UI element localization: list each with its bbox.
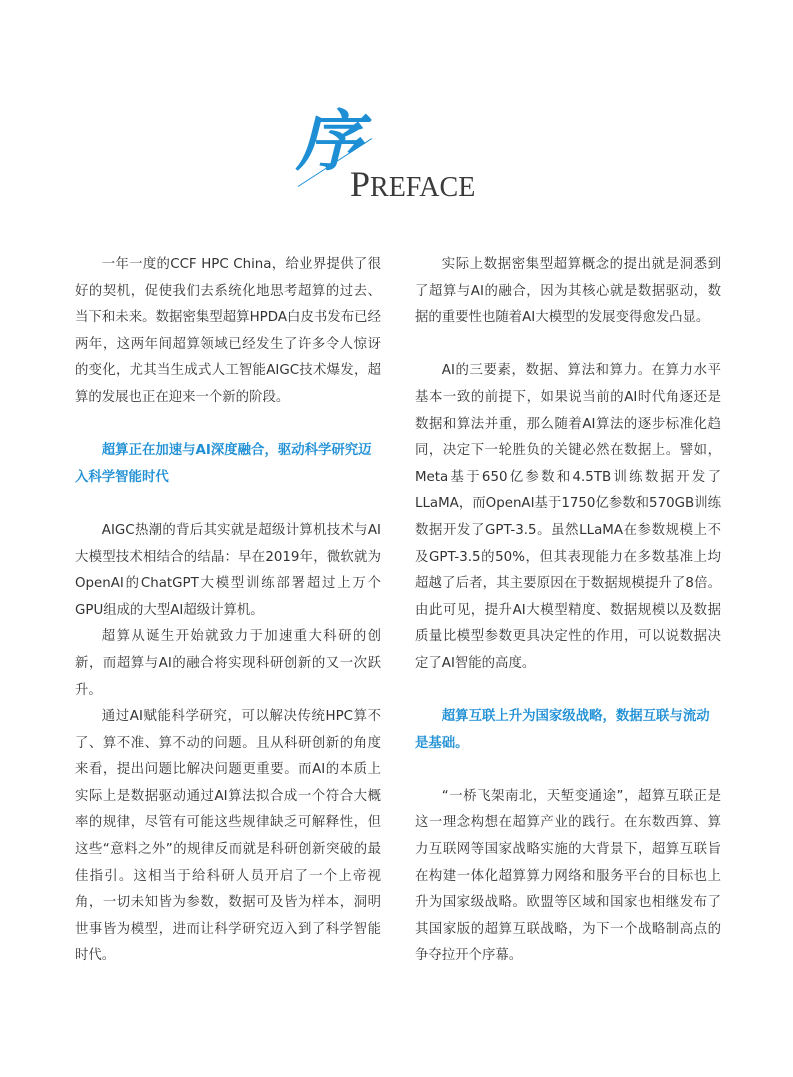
spacer xyxy=(415,757,721,784)
title-english-rest: REFACE xyxy=(370,172,476,203)
paragraph: “一桥飞架南北，天堑变通途”，超算互联正是这一理念构想在超算产业的践行。在东数西算、算力互联网等国家战略实施的大背景下，超算互联旨在构建一体化超算算力网络和服务平台的目标也上升为国家级战略。欧盟等区域和国家也相继发布了其国家版的超算互联战略，为下一个战略制高点的争夺拉开个序幕。 xyxy=(415,788,721,964)
section-heading: 超算正在加速与AI深度融合，驱动科学研究迈入科学智能时代 xyxy=(75,443,372,485)
preface-title xyxy=(290,102,520,208)
title-english-initial: P xyxy=(350,164,371,204)
paragraph: 通过AI赋能科学研究，可以解决传统HPC算不了、算不准、算不动的问题。且从科研创新的角度来看，提出问题比解决问题更重要。而AI的本质上实际上是数据驱动通过AI算法拟合成一个符合大概率的规律，尽管有可能这些规律缺乏可解释性，但这些“意料之外”的规律反而就是科研创新突破的最佳指引。这相当于给科研人员开启了一个上帝视角，一切未知皆为参数，数据可及皆为样本，洞明世事皆为模型，进而让科学研究迈入到了科学智能时代。 xyxy=(75,709,381,964)
paragraph: AIGC热潮的背后其实就是超级计算机技术与AI大模型技术相结合的结晶：早在2019年，微软就为OpenAI的ChatGPT大模型训练部署超过上万个GPU组成的大型AI超级计算机。 xyxy=(75,522,381,618)
title-english xyxy=(350,166,475,202)
section-heading: 超算互联上升为国家级战略，数据互联与流动是基础。 xyxy=(415,709,710,751)
spacer xyxy=(75,491,381,518)
paragraph: 实际上数据密集型超算概念的提出就是洞悉到了超算与AI的融合，因为其核心就是数据驱动，数据的重要性也随着AI大模型的发展变得愈发凸显。 xyxy=(415,257,721,326)
paragraph: 超算从诞生开始就致力于加速重大科研的创新，而超算与AI的融合将实现科研创新的又一次跃升。 xyxy=(75,629,381,698)
spacer xyxy=(415,678,721,705)
spacer xyxy=(75,412,381,439)
left-column xyxy=(75,252,381,970)
spacer xyxy=(415,332,721,359)
paragraph: 一年一度的CCF HPC China，给业界提供了很好的契机，促使我们去系统化地思考超算的过去、当下和未来。数据密集型超算HPDA白皮书发布已经两年，这两年间超算领域已经发生了许多令人惊讶的变化，尤其当生成式人工智能AIGC技术爆发，超算的发展也正在迎来一个新的阶段。 xyxy=(75,257,381,405)
title-chinese-character: 序 xyxy=(296,102,362,180)
right-column xyxy=(415,252,721,970)
paragraph: AI的三要素，数据、算法和算力。在算力水平基本一致的前提下，如果说当前的AI时代角逐还是数据和算法并重，那么随着AI算法的逐步标准化趋同，决定下一轮胜负的关键必然在数据上。譬如，Meta基于650亿参数和4.5TB训练数据开发了LLaMA，而OpenAI基于1750亿参数和570GB训练数据开发了GPT-3.5。虽然LLaMA在参数规模上不及GPT-3.5的50%，但其表现能力在多数基准上均超越了后者，其主要原因在于数据规模提升了8倍。由此可见，提升AI大模型精度、数据规模以及数据质量比模型参数更具决定性的作用，可以说数据决定了AI智能的高度。 xyxy=(415,363,721,671)
